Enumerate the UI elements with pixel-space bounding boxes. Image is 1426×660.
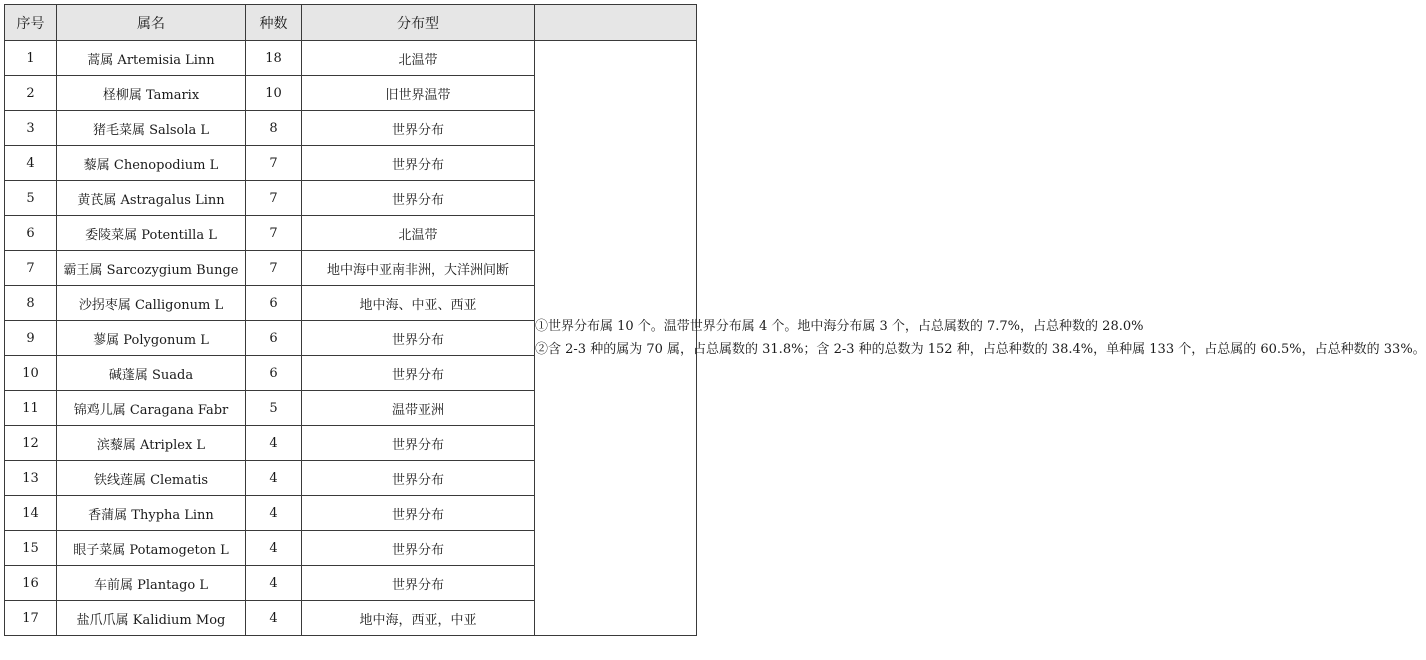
row-genus: 车前属 Plantago L (57, 566, 246, 601)
row-species-count: 8 (246, 111, 302, 146)
row-genus: 香蒲属 Thypha Linn (57, 496, 246, 531)
table-body (5, 41, 1426, 636)
row-index: 11 (5, 391, 57, 426)
row-index: 16 (5, 566, 57, 601)
row-index: 3 (5, 111, 57, 146)
row-distribution: 世界分布 (302, 111, 535, 146)
row-index: 2 (5, 76, 57, 111)
row-species-count: 4 (246, 461, 302, 496)
row-species-count: 6 (246, 356, 302, 391)
header-genus: 属名 (57, 5, 246, 41)
row-distribution: 温带亚洲 (302, 391, 535, 426)
row-species-count: 6 (246, 286, 302, 321)
row-genus: 盐爪爪属 Kalidium Mog (57, 601, 246, 636)
row-genus: 黄芪属 Astragalus Linn (57, 181, 246, 216)
row-species-count: 5 (246, 391, 302, 426)
row-species-count: 4 (246, 426, 302, 461)
row-distribution: 世界分布 (302, 531, 535, 566)
row-species-count: 4 (246, 531, 302, 566)
row-index: 13 (5, 461, 57, 496)
header-index: 序号 (5, 5, 57, 41)
table-row (5, 41, 697, 76)
row-genus: 蒿属 Artemisia Linn (57, 41, 246, 76)
row-genus: 眼子菜属 Potamogeton L (57, 531, 246, 566)
row-genus: 碱蓬属 Suada (57, 356, 246, 391)
row-index: 15 (5, 531, 57, 566)
row-index: 14 (5, 496, 57, 531)
row-species-count: 4 (246, 566, 302, 601)
row-genus: 蓼属 Polygonum L (57, 321, 246, 356)
row-species-count: 10 (246, 76, 302, 111)
row-genus: 铁线莲属 Clematis (57, 461, 246, 496)
row-index: 4 (5, 146, 57, 181)
summary-note-paragraph-2: ②含 2-3 种的属为 70 属，占总属数的 31.8%；含 2-3 种的总数为 152 种，占总种数的 38.4%，单种属 133 个，占总属的 60.5%，占总种数的 33%。 (535, 342, 1426, 357)
row-species-count: 6 (246, 321, 302, 356)
row-distribution: 世界分布 (302, 181, 535, 216)
row-distribution: 世界分布 (302, 426, 535, 461)
row-distribution: 世界分布 (302, 461, 535, 496)
row-species-count: 18 (246, 41, 302, 76)
row-distribution: 世界分布 (302, 146, 535, 181)
row-distribution: 北温带 (302, 216, 535, 251)
row-distribution: 北温带 (302, 41, 535, 76)
header-species-count: 种数 (246, 5, 302, 41)
header-row (5, 5, 697, 41)
header-note (535, 5, 697, 41)
row-genus: 锦鸡儿属 Caragana Fabr (57, 391, 246, 426)
row-genus: 沙拐枣属 Calligonum L (57, 286, 246, 321)
row-genus: 柽柳属 Tamarix (57, 76, 246, 111)
summary-note-paragraph-1: ①世界分布属 10 个。温带世界分布属 4 个。地中海分布属 3 个，占总属数的 7.7%，占总种数的 28.0% (535, 318, 1144, 334)
row-index: 8 (5, 286, 57, 321)
row-distribution: 地中海、中亚、西亚 (302, 286, 535, 321)
row-species-count: 7 (246, 216, 302, 251)
row-index: 6 (5, 216, 57, 251)
row-genus: 猪毛菜属 Salsola L (57, 111, 246, 146)
row-genus: 藜属 Chenopodium L (57, 146, 246, 181)
row-species-count: 7 (246, 181, 302, 216)
row-species-count: 4 (246, 496, 302, 531)
row-genus: 委陵菜属 Potentilla L (57, 216, 246, 251)
row-distribution: 旧世界温带 (302, 76, 535, 111)
row-index: 7 (5, 251, 57, 286)
row-index: 9 (5, 321, 57, 356)
summary-note (535, 41, 1426, 636)
row-distribution: 地中海中亚南非洲，大洋洲间断 (302, 251, 535, 286)
header-distribution: 分布型 (302, 5, 535, 41)
row-species-count: 4 (246, 601, 302, 636)
row-distribution: 世界分布 (302, 321, 535, 356)
row-genus: 滨藜属 Atriplex L (57, 426, 246, 461)
row-index: 12 (5, 426, 57, 461)
row-distribution: 地中海，西亚，中亚 (302, 601, 535, 636)
row-genus: 霸王属 Sarcozygium Bunge (57, 251, 246, 286)
row-index: 5 (5, 181, 57, 216)
row-species-count: 7 (246, 251, 302, 286)
row-distribution: 世界分布 (302, 356, 535, 391)
row-index: 1 (5, 41, 57, 76)
row-index: 10 (5, 356, 57, 391)
row-index: 17 (5, 601, 57, 636)
row-distribution: 世界分布 (302, 566, 535, 601)
row-distribution: 世界分布 (302, 496, 535, 531)
genus-table (4, 4, 1426, 636)
row-species-count: 7 (246, 146, 302, 181)
